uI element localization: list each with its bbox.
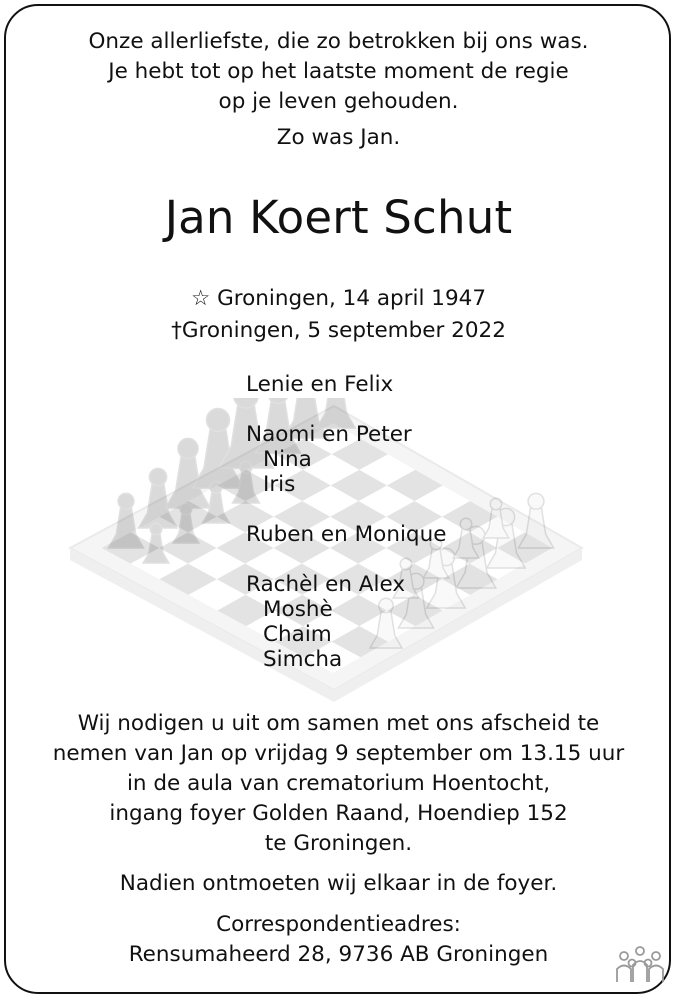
- grandchild: Iris: [263, 472, 296, 497]
- birth-line: [0, 283, 677, 315]
- death-line: [0, 315, 677, 347]
- people-group-logo-icon: [614, 944, 666, 986]
- poem-closing: Zo was Jan.: [276, 125, 401, 150]
- invitation-line: te Groningen.: [264, 831, 413, 856]
- correspondence-label: Correspondentieadres:: [216, 912, 461, 937]
- poem-line: Onze allerliefste, die zo betrokken bij ons was.: [88, 29, 589, 54]
- family-list: [246, 372, 446, 672]
- grandchild: Nina: [263, 447, 312, 472]
- invitation-line: Wij nodigen u uit om samen met ons afscheid te: [77, 711, 600, 736]
- life-dates: [0, 283, 677, 347]
- poem: [0, 27, 677, 153]
- cross-icon: †: [171, 318, 182, 343]
- correspondence-address: Rensumaheerd 28, 9736 AB Groningen: [128, 942, 549, 967]
- family-group: Rachèl en Alex: [246, 572, 406, 597]
- family-group: Lenie en Felix: [246, 372, 394, 397]
- poem-line: op je leven gehouden.: [218, 89, 459, 114]
- grandchild: Chaim: [263, 622, 332, 647]
- grandchild: Moshè: [263, 597, 333, 622]
- death-text: Groningen, 5 september 2022: [181, 318, 506, 343]
- family-group: Ruben en Monique: [246, 522, 447, 547]
- star-icon: ☆: [190, 286, 211, 311]
- invitation-line: in de aula van crematorium Hoentocht,: [126, 771, 551, 796]
- grandchild: Simcha: [263, 647, 343, 672]
- birth-text: Groningen, 14 april 1947: [217, 286, 487, 311]
- invitation: [0, 709, 677, 859]
- correspondence: [0, 910, 677, 970]
- invitation-line: nemen van Jan op vrijdag 9 september om 13.15 uur: [52, 741, 625, 766]
- deceased-name: Jan Koert Schut: [164, 191, 513, 244]
- poem-line: Je hebt tot op het laatste moment de regie: [108, 59, 569, 84]
- afterwards-text: Nadien ontmoeten wij elkaar in de foyer.: [119, 871, 558, 896]
- family-group: Naomi en Peter: [246, 422, 412, 447]
- invitation-line: ingang foyer Golden Raand, Hoendiep 152: [109, 801, 568, 826]
